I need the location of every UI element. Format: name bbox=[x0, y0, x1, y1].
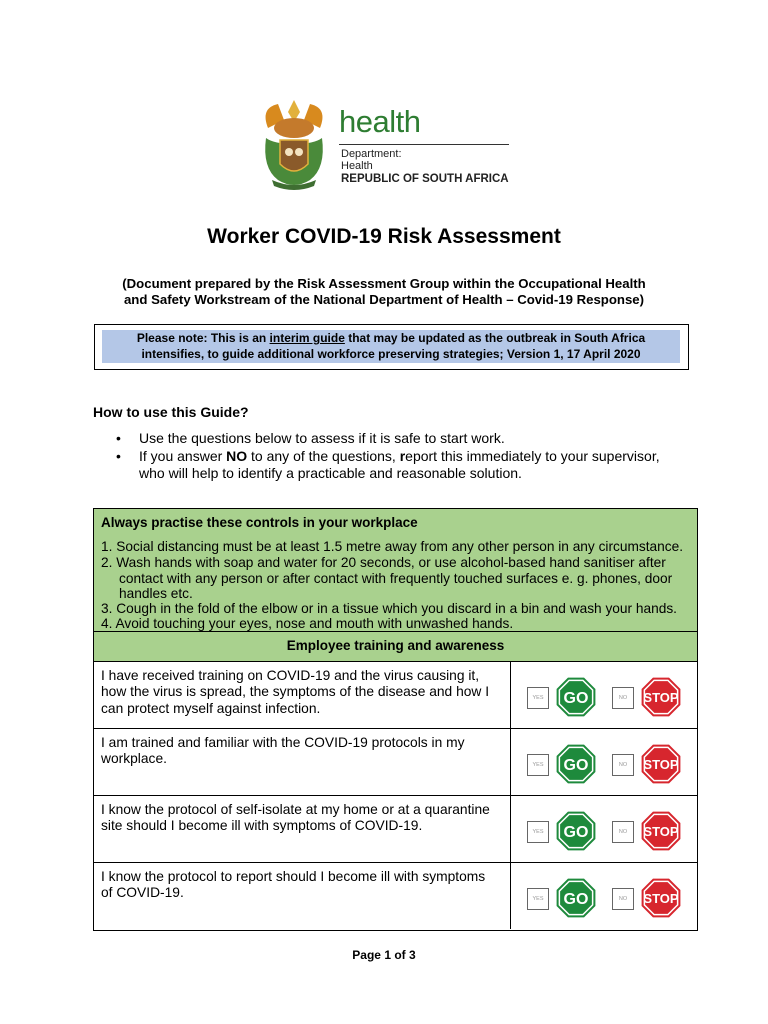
note-pre: Please note: This is an bbox=[136, 331, 270, 345]
question-line: how the virus is spread, the symptoms of the disease and how I bbox=[101, 684, 490, 700]
yes-checkbox[interactable]: YES bbox=[527, 687, 549, 709]
howto-heading: How to use this Guide? bbox=[93, 404, 249, 420]
stop-sign-label: STOP bbox=[643, 757, 679, 772]
question-line: I am trained and familiar with the COVID-19 protocols in my bbox=[101, 735, 465, 750]
question-line: site should I become ill with symptoms of COVID-19. bbox=[101, 818, 423, 834]
go-sign-label: GO bbox=[563, 757, 589, 774]
document-title: Worker COVID-19 Risk Assessment bbox=[207, 225, 561, 248]
note-panel bbox=[102, 330, 680, 363]
controls-panel bbox=[94, 509, 697, 632]
question-row bbox=[94, 729, 697, 796]
no-checkbox[interactable]: NO bbox=[612, 754, 634, 776]
bullet-dot: • bbox=[116, 448, 121, 464]
footer-of-label: of bbox=[391, 948, 409, 962]
assessment-table bbox=[93, 508, 698, 931]
go-sign-label: GO bbox=[563, 891, 589, 908]
question-text bbox=[101, 668, 501, 717]
howto-no-emphasis: NO bbox=[226, 448, 248, 464]
stop-sign-label: STOP bbox=[643, 891, 679, 906]
stop-sign-icon bbox=[639, 876, 683, 920]
question-line: I know the protocol of self-isolate at my home or at a quarantine bbox=[101, 802, 490, 817]
department-name: Health bbox=[341, 160, 373, 172]
control-item-2-line-1: 2. Wash hands with soap and water for 20 seconds, or use alcohol-based hand sanitiser after bbox=[101, 555, 666, 570]
question-text bbox=[101, 869, 501, 902]
note-box bbox=[94, 324, 689, 370]
page-footer bbox=[0, 948, 768, 962]
question-line: I have received training on COVID-19 and the virus causing it, bbox=[101, 668, 480, 683]
question-row bbox=[94, 863, 697, 929]
department-label: Department: bbox=[341, 148, 402, 160]
question-line: workplace. bbox=[101, 751, 167, 767]
stop-sign-icon bbox=[639, 742, 683, 786]
no-checkbox[interactable]: NO bbox=[612, 687, 634, 709]
country-label: REPUBLIC OF SOUTH AFRICA bbox=[341, 173, 509, 185]
controls-title: Always practise these controls in your workplace bbox=[101, 515, 418, 530]
answer-cell bbox=[510, 662, 698, 728]
subtitle-line-2: and Safety Workstream of the National Department of Health – Covid-19 Response) bbox=[123, 292, 645, 307]
howto-r-emphasis: r bbox=[399, 448, 406, 464]
stop-sign-icon bbox=[639, 675, 683, 719]
howto-bullet-1: Use the questions below to assess if it is safe to start work. bbox=[139, 430, 505, 446]
go-sign-label: GO bbox=[563, 824, 589, 841]
control-item-1: 1. Social distancing must be at least 1.5 metre away from any other person in any circumstance. bbox=[101, 539, 683, 554]
question-text bbox=[101, 735, 501, 768]
control-item-2-line-3: handles etc. bbox=[119, 586, 193, 601]
subtitle-line-1: (Document prepared by the Risk Assessment Group within the Occupational Health bbox=[122, 276, 646, 291]
answer-cell bbox=[510, 729, 698, 795]
yes-checkbox[interactable]: YES bbox=[527, 754, 549, 776]
footer-current-page: 1 bbox=[384, 948, 391, 962]
answer-cell bbox=[510, 796, 698, 862]
stop-sign-icon bbox=[639, 809, 683, 853]
question-row bbox=[94, 662, 697, 729]
howto-text: eport this immediately to your supervisor, bbox=[405, 448, 660, 464]
go-sign-icon bbox=[554, 675, 598, 719]
brand-wordmark: health bbox=[339, 104, 421, 139]
coat-of-arms-logo bbox=[258, 98, 330, 190]
control-item-2 bbox=[101, 555, 696, 602]
go-sign-icon bbox=[554, 742, 598, 786]
brand-divider bbox=[339, 144, 509, 145]
control-item-2-line-2: contact with any person or after contact with frequently touched surfaces e. g. phones, door bbox=[119, 570, 673, 586]
howto-bullet-2-line-1 bbox=[139, 448, 699, 465]
howto-text: If you answer bbox=[139, 448, 227, 464]
howto-text: to any of the questions, bbox=[247, 448, 400, 464]
go-sign-icon bbox=[554, 876, 598, 920]
footer-total-pages: 3 bbox=[409, 948, 416, 962]
question-text bbox=[101, 802, 501, 835]
howto-bullet-2-line-2: who will help to identify a practicable and reasonable solution. bbox=[139, 464, 522, 481]
section-header-row bbox=[94, 632, 697, 662]
control-item-3: 3. Cough in the fold of the elbow or in a tissue which you discard in a bin and wash your hands. bbox=[101, 601, 677, 616]
note-underlined: interim guide bbox=[269, 331, 345, 345]
note-line-2: intensifies, to guide additional workforce preserving strategies; Version 1, 17 April 2020 bbox=[141, 347, 641, 361]
document-subtitle bbox=[80, 276, 688, 308]
control-item-4: 4. Avoid touching your eyes, nose and mouth with unwashed hands. bbox=[101, 616, 514, 631]
question-line: can protect myself against infection. bbox=[101, 700, 321, 716]
bullet-dot: • bbox=[116, 430, 121, 446]
question-line: I know the protocol to report should I become ill with symptoms bbox=[101, 869, 486, 884]
no-checkbox[interactable]: NO bbox=[612, 888, 634, 910]
go-sign-icon bbox=[554, 809, 598, 853]
question-line: of COVID-19. bbox=[101, 885, 184, 901]
yes-checkbox[interactable]: YES bbox=[527, 888, 549, 910]
stop-sign-label: STOP bbox=[643, 690, 679, 705]
section-title: Employee training and awareness bbox=[286, 638, 505, 653]
stop-sign-label: STOP bbox=[643, 824, 679, 839]
note-post: that may be updated as the outbreak in South Africa bbox=[344, 331, 646, 345]
go-sign-label: GO bbox=[563, 690, 589, 707]
howto-bullet-2 bbox=[139, 448, 699, 481]
no-checkbox[interactable]: NO bbox=[612, 821, 634, 843]
note-line-1 bbox=[102, 330, 680, 346]
answer-cell bbox=[510, 863, 698, 929]
question-row bbox=[94, 796, 697, 863]
yes-checkbox[interactable]: YES bbox=[527, 821, 549, 843]
footer-page-label: Page bbox=[352, 948, 385, 962]
